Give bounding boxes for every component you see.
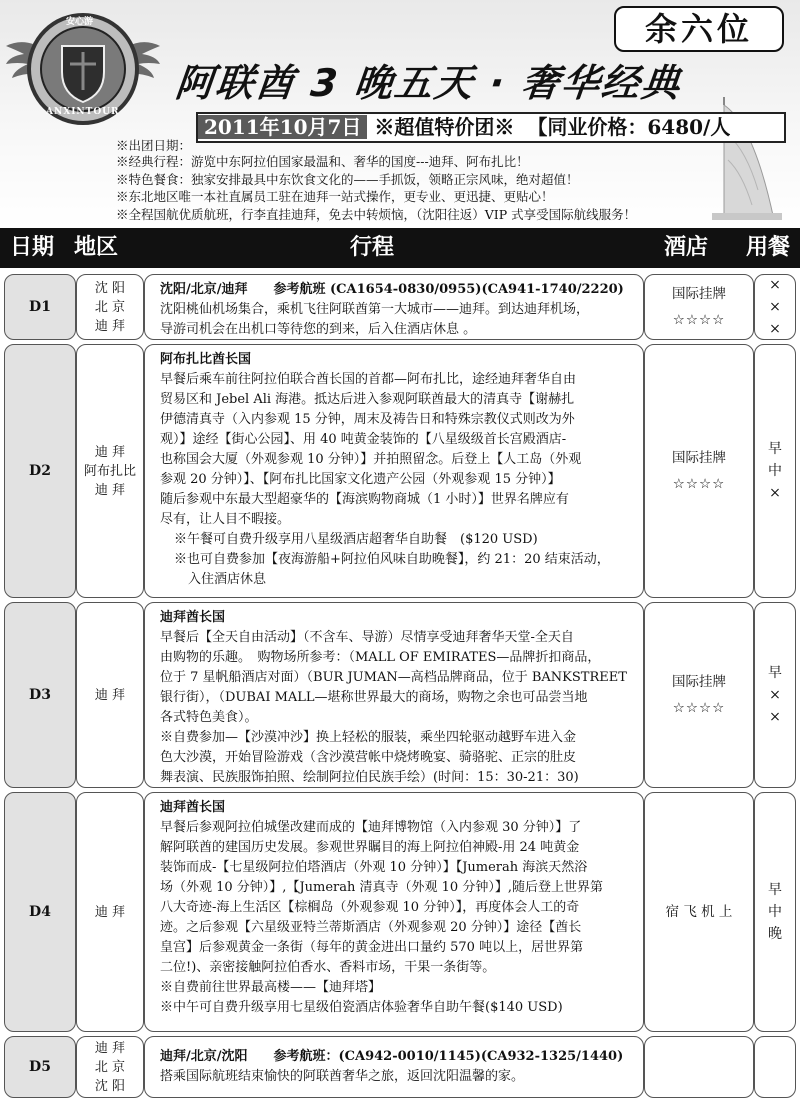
area-name: 迪 拜 (94, 904, 126, 920)
day-label: D3 (4, 602, 76, 788)
hotel-stars: ☆☆☆☆ (672, 700, 726, 716)
meal-mark: 早 (768, 441, 782, 457)
itinerary-line: ※自费前往世界最高楼——【迪拜塔】 (160, 980, 382, 995)
day-label: D1 (4, 274, 76, 340)
hotel-name: 国际挂牌 (672, 450, 726, 466)
itinerary-text (144, 792, 644, 1032)
area-name: 迪 拜 (94, 687, 126, 703)
highlights-list (116, 153, 636, 223)
itinerary-line: 场（外观 10 分钟）】,【Jumerah 清真寺（外观 10 分钟）】,随后登上世界第 (160, 880, 603, 895)
meals-cell (754, 1036, 796, 1098)
meals-cell (754, 344, 796, 598)
itinerary-line: 舞表演、民族服饰拍照、绘制阿拉伯民族手绘）(时间：15：30-21：30) (160, 770, 579, 785)
itinerary-line: 早餐后参观阿拉伯城堡改建而成的【迪拜博物馆（入内参观 30 分钟）】了 (160, 820, 582, 835)
area-name: 迪 拜 (94, 1040, 126, 1056)
itinerary-line: 导游司机会在出机口等待您的到来，后入住酒店休息 。 (160, 322, 477, 337)
column-hotel: 酒店 (664, 235, 709, 260)
itinerary-line: 迪拜/北京/沈阳 参考航班：(CA942-0010/1145)(CA932-1325/1440) (160, 1049, 624, 1064)
itinerary-line: 也称国会大厦（外观参观 10 分钟）】并拍照留念。后登上【人工岛（外观 (160, 452, 582, 467)
itinerary-line: 迹。之后参观【六星级亚特兰蒂斯酒店（外观参观 20 分钟）】途径【酋长 (160, 920, 582, 935)
itinerary-line: 参观 20 分钟）】、【阿布扎比国家文化遗产公园（外观参观 15 分钟）】 (160, 472, 561, 487)
area-name: 北 京 (94, 299, 126, 315)
itinerary-line: 入住酒店休息 (188, 572, 267, 587)
meal-mark: 中 (768, 463, 782, 479)
meal-mark: 早 (768, 665, 782, 681)
itinerary-line: 装饰而成-【七星级阿拉伯塔酒店（外观 10 分钟）】【Jumerah 海滨天然浴 (160, 860, 588, 875)
page-title: 阿联酋 3 晚五天 · 奢华经典 (173, 61, 684, 105)
hotel-cell (644, 274, 754, 340)
itinerary-line: 早餐后【全天自由活动】（不含车、导游）尽情享受迪拜奢华天堂-全天自 (160, 630, 574, 645)
highlight-item: ※全程国航优质航班，行李直挂迪拜，免去中转烦恼，（沈阳往返）VIP 式享受国际航线服务！ (116, 206, 637, 222)
itinerary-line: 早餐后乘车前往阿拉伯联合酋长国的首都—阿布扎比，途经迪拜奢华自由 (160, 372, 577, 387)
area-name: 迪 拜 (94, 318, 126, 334)
meal-mark: × (769, 277, 781, 293)
hotel-cell (644, 602, 754, 788)
area-name: 迪 拜 (94, 444, 126, 460)
area-name: 沈 阳 (94, 280, 126, 296)
meal-mark: × (769, 321, 781, 337)
itinerary-line: 八大奇迹-海上生活区【棕榈岛（外观参观 10 分钟）】，再度体会人工的奇 (160, 900, 580, 915)
meals-cell (754, 602, 796, 788)
header (0, 0, 800, 228)
hotel-name: 宿 飞 机 上 (665, 904, 733, 920)
meals-cell (754, 274, 796, 340)
hotel-name: 国际挂牌 (672, 286, 726, 302)
itinerary-line: ※午餐可自费升级享用八星级酒店超奢华自助餐 ($120 USD) (174, 532, 538, 547)
meal-mark: × (769, 709, 781, 725)
area-name: 沈 阳 (94, 1078, 126, 1094)
meals-cell (754, 792, 796, 1032)
area-cell (76, 792, 144, 1032)
day-label: D5 (4, 1036, 76, 1098)
itinerary-line: 迪拜酋长国 (160, 610, 226, 625)
area-cell (76, 344, 144, 598)
hotel-cell (644, 344, 754, 598)
highlight-item: ※东北地区唯一本社直属员工驻在迪拜一站式操作，更专业、更迅捷、更贴心！ (116, 189, 554, 204)
itinerary-line: 银行街），（DUBAI MALL—堪称世界最大的商场，购物之余也可品尝当地 (160, 690, 588, 705)
itinerary-line: 位于 7 星帆船酒店对面）（BUR JUMAN—高档品牌商品，位于 BANKSTREET (160, 670, 627, 685)
meal-mark: 中 (768, 904, 782, 920)
column-itinerary: 行程 (350, 235, 395, 260)
special-offer-label: ※超值特价团※ (374, 115, 515, 139)
itinerary-line: 阿布扎比酋长国 (160, 352, 252, 367)
hotel-stars: ☆☆☆☆ (672, 476, 726, 492)
column-day: 日期 (10, 235, 55, 260)
itinerary-line: 迪拜酋长国 (160, 800, 226, 815)
itinerary-text (144, 344, 644, 598)
meal-mark: × (769, 485, 781, 501)
itinerary-line: 观）】途经【街心公园】、用 40 吨黄金装饰的【八星级级首长宫殿酒店- (160, 432, 567, 447)
itinerary-text (144, 274, 644, 340)
itinerary-row-d1 (4, 274, 796, 340)
area-name: 迪 拜 (94, 482, 126, 498)
itinerary-text (144, 1036, 644, 1098)
hotel-stars: ☆☆☆☆ (672, 312, 726, 328)
itinerary-line: ※中午可自费升级享用七星级伯瓷酒店体验奢华自助午餐($140 USD) (160, 1000, 563, 1015)
departure-date: 2011年10月7日 (198, 115, 367, 139)
hotel-name: 国际挂牌 (672, 674, 726, 690)
itinerary-line: 随后参观中东最大型超豪华的【海滨购物商城（1 小时）】世界名牌应有 (160, 492, 569, 507)
itinerary-text (144, 602, 644, 788)
trade-price: 【同业价格：6480/人 (527, 115, 731, 139)
day-label: D2 (4, 344, 76, 598)
area-cell (76, 602, 144, 788)
meal-mark: × (769, 687, 781, 703)
highlight-item: ※特色餐食：独家安排最具中东饮食文化的——手抓饭，领略正宗风味，绝对超值！ (116, 171, 579, 187)
logo-ring-text: 安心游 (66, 17, 94, 27)
itinerary-line: 解阿联酋的建国历史发展。参观世界瞩目的海上阿拉伯神殿-用 24 吨黄金 (160, 840, 580, 855)
itinerary-row-d2 (4, 344, 796, 598)
itinerary-line: 搭乘国际航班结束愉快的阿联酋奢华之旅，返回沈阳温馨的家。 (160, 1069, 525, 1084)
highlight-item: ※经典行程：游览中东阿拉伯国家最温和、奢华的国度---迪拜、阿布扎比！ (116, 154, 529, 169)
departure-date-label: ※出团日期： (116, 138, 192, 153)
itinerary-line: 由购物的乐趣。 购物场所参考：（MALL OF EMIRATES—品牌折扣商品， (160, 650, 601, 665)
day-label: D4 (4, 792, 76, 1032)
itinerary-line: ※也可自费参加【夜海游船+阿拉伯风味自助晚餐】，约 21：20 结束活动， (174, 552, 610, 567)
itinerary-table-header (0, 228, 800, 268)
itinerary-line: ※自费参加—【沙漠冲沙】换上轻松的服装，乘坐四轮驱动越野车进入金 (160, 730, 577, 745)
remaining-seats-badge: 余六位 (614, 6, 784, 52)
itinerary-line: 伊德清真寺（入内参观 15 分钟，周末及祷告日和特殊宗教仪式则改为外 (160, 412, 575, 427)
itinerary-line: 尽有，让人目不暇接。 (160, 512, 291, 527)
itinerary-line: 贸易区和 Jebel Ali 海港。抵达后进入参观阿联酋最大的清真寺【谢赫扎 (160, 392, 575, 407)
itinerary-line: 色大沙漠，开始冒险游戏（含沙漠营帐中烧烤晚宴、骑骆驼、正宗的肚皮 (160, 750, 577, 765)
meal-mark: 早 (768, 882, 782, 898)
itinerary-row-d3 (4, 602, 796, 788)
itinerary-line: 二位!)、亲密接触阿拉伯香水、香料市场，干果一条街等。 (160, 960, 496, 975)
itinerary-row-d5 (4, 1036, 796, 1098)
area-name: 阿布扎比 (83, 463, 136, 479)
itinerary-line: 各式特色美食）。 (160, 710, 258, 725)
area-name: 北 京 (94, 1059, 126, 1075)
area-cell (76, 274, 144, 340)
hotel-cell (644, 1036, 754, 1098)
itinerary-line: 皇宫】后参观黄金一条街（每年的黄金进出口量约 570 吨以上，居世界第 (160, 940, 584, 955)
area-cell (76, 1036, 144, 1098)
meal-mark: 晚 (768, 926, 782, 942)
itinerary-line: 沈阳/北京/迪拜 参考航班 (CA1654-0830/0955)(CA941-1740/2220) (160, 282, 624, 297)
meal-mark: × (769, 299, 781, 315)
itinerary-row-d4 (4, 792, 796, 1032)
hotel-cell (644, 792, 754, 1032)
column-meals: 用餐 (746, 235, 791, 260)
column-area: 地区 (74, 235, 119, 260)
departure-date-bar (196, 112, 786, 143)
logo-bottom-text: ANXINTOUR (46, 107, 120, 117)
itinerary-line: 沈阳桃仙机场集合，乘机飞往阿联酋第一大城市——迪拜。到达迪拜机场， (160, 302, 590, 317)
